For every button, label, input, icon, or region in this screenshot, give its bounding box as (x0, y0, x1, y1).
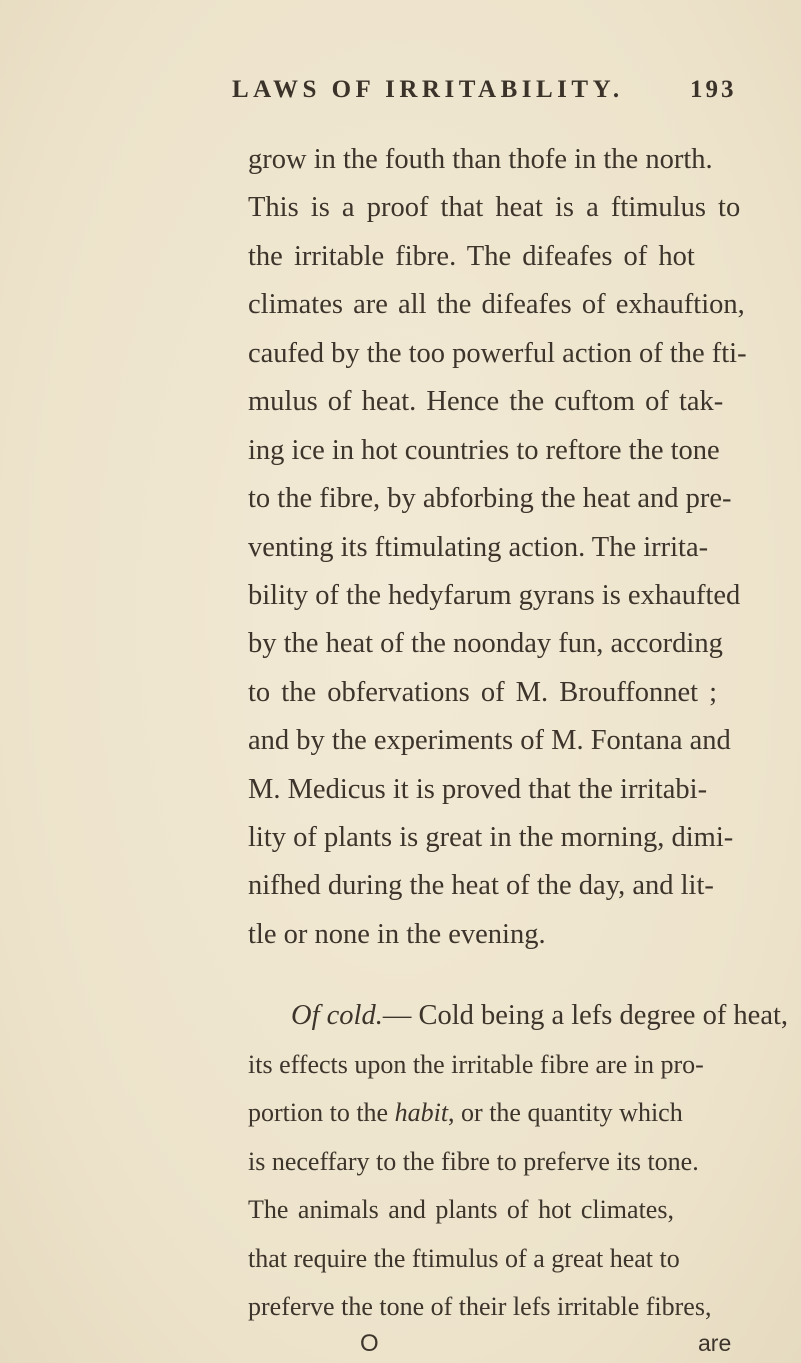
text-line: by the heat of the noonday fun, according (248, 628, 723, 659)
text-line: preferve the tone of their lefs irritable fibres, (248, 1292, 712, 1321)
text-run: , or the quantity which (448, 1098, 683, 1127)
text-line: to the obfervations of M. Brouffonnet ; (248, 677, 718, 708)
text-line: M. Medicus it is proved that the irritabi- (248, 774, 708, 805)
text-line: lity of plants is great in the morning, dimi- (248, 822, 734, 853)
text-line: venting its ftimulating action. The irrita- (248, 532, 709, 563)
catchword: are (698, 1330, 732, 1356)
text-line: caufed by the too powerful action of the fti- (248, 338, 747, 369)
text-line: bility of the hedyfarum gyrans is exhaufted (248, 580, 741, 611)
signature-mark: O (360, 1330, 379, 1357)
text-line: is neceffary to the fibre to preferve its tone. (248, 1147, 699, 1176)
page-number: 193 (690, 76, 737, 103)
section-heading: Of cold. (291, 1000, 383, 1031)
text-line: to the fibre, by abforbing the heat and pre- (248, 483, 732, 514)
text-line (248, 1093, 683, 1133)
text-line: ing ice in hot countries to reftore the tone (248, 435, 720, 466)
text-line: climates are all the difeafes of exhauftion, (248, 289, 745, 320)
text-line: nifhed during the heat of the day, and lit- (248, 870, 714, 901)
text-line: The animals and plants of hot climates, (248, 1195, 674, 1224)
text-line: the irritable fibre. The difeafes of hot (248, 241, 695, 272)
text-line (291, 996, 788, 1036)
running-head (0, 76, 801, 116)
text-line: its effects upon the irritable fibre are in pro- (248, 1050, 704, 1079)
text-line: that require the ftimulus of a great heat to (248, 1244, 680, 1273)
text-line: tle or none in the evening. (248, 919, 546, 950)
text-line: and by the experiments of M. Fontana and (248, 725, 731, 756)
italic-word: habit (394, 1098, 449, 1127)
text-line: grow in the fouth than thofe in the north. (248, 144, 713, 175)
running-title: LAWS OF IRRITABILITY. (232, 76, 624, 103)
text-line: This is a proof that heat is a ftimulus to (248, 192, 741, 223)
text-line: mulus of heat. Hence the cuftom of tak- (248, 386, 724, 417)
text-run: — Cold being a lefs degree of heat, (382, 1000, 789, 1031)
text-run: portion to the (248, 1098, 395, 1127)
